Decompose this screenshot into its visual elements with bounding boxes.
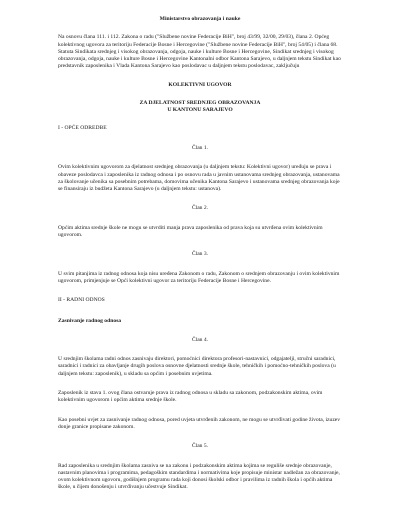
document-subtitle (58, 100, 342, 115)
article-heading-2: Član 2. (191, 205, 209, 212)
subtitle-line-1: ZA DJELATNOST SREDNJEG OBRAZOVANJA (139, 100, 261, 107)
article-heading-1: Član 1. (191, 144, 209, 151)
preamble-paragraph: Na osnovu člana 111. i 112. Zakona o radu ("Službene novine Federacije BiH", broj 43/99, 32/00, 29/03), člana 2. Općeg kolektivnog ugovora za teritoriju Federacije Bosne i Hercegovine ("Službene novine Federacije BiH", broj 54/05) i člana 68. Statuta Sindikata srednjeg i visokog obrazovanja, odgoja, nauke i kulture Bosne i Hercegovine, Sindikat srednjeg i visokog obrazovanja, odgoja, nauke i kulture Bosne i Hercegovine Kantonalni odbor Kantona Sarajevo, u daljnjem tekstu Sindikat kao predstavnik zaposlenika i Vlada Kantona Sarajevo kao poslodavac u daljnjem tekstu poslodavac, zaključuju (58, 34, 341, 70)
article-2-paragraph: Općim aktima srednje škole ne mogu se utvrditi manja prava zaposlenika od prava koja su utvrđena ovim kolektivnim ugovorom. (58, 224, 323, 239)
section-heading-employment: II - RADNI ODNOS (58, 297, 105, 304)
subtitle-line-2: U KANTONU SARAJEVO (167, 107, 233, 114)
article-4-paragraph-1: U srednjim školama radni odnos zasnivaju direktori, pomoćnici direktora profesori-nastavnici, odgajatelji, stručni saradnici, saradnici i radnici za obavljanje drugih poslova osnovne djelatnosti srednje škole, tehničkih i pomoćno-tehničkih poslova (u daljnjem tekstu: zaposlenik), u skladu sa općim i posebnim uvjetima. (58, 356, 336, 377)
article-4-paragraph-3: Kao posebni uvjet za zasnivanje radnog odnosa, pored uvjeta utvrđenih zakonom, ne mogu se utvrđivati godine života, izuzev donje granice propisane zakonom. (58, 416, 341, 430)
article-5-paragraph: Rad zaposlenika u srednjim školama zasniva se na zakonu i podzakonskim aktima kojima se reguliše srednje obrazovanje, nastavnim planovima i programima, pedagoškim standardima i normativima koje propisuje ministar nadležan za obrazovanje, ovom kolektivnom ugovoru, godišnjem programu rada koji donosi školski odbor i pravilima iz radnih škola i općih aktima škole, u čijem donošenju i utvrđivanju učestvuje Sindikat. (58, 462, 340, 491)
article-4-paragraph-2: Zaposlenik iz stava 1. ovog člana ostvaruje prava iz radnog odnosa u skladu sa zakonom, podzakonskim aktima, ovim kolektivnim ugovorom i općim aktima srednje škole. (58, 390, 323, 404)
article-heading-5: Član 5. (191, 443, 209, 450)
article-heading-4: Član 4. (191, 336, 209, 343)
subheading-employment: Zasnivanje radnog odnosa (58, 317, 122, 324)
section-heading-general: I - OPĆE ODREDBE (58, 124, 107, 131)
ministry-heading: Ministarstvo obrazovanja i nauke (159, 16, 241, 22)
article-heading-3: Član 3. (191, 251, 209, 258)
document-title: KOLEKTIVNI UGOVOR (168, 81, 232, 88)
article-1-paragraph: Ovim kolektivnim ugovorom za djelatnost srednjeg obrazovanja (u daljnjem tekstu: Kolektivni ugovor) uređuju se prava i obaveze poslodavca i zaposlenika iz radnog odnosa i po osnovu rada u javnim ustanovama srednjeg obrazovanja, ustanovama za školovanje učenika sa posebnim potrebama, domovima učenika Kantona Sarajevo i ustanovama srednjeg obrazovanja koje se finansiraju iz budžeta Kantona Sarajevo (u daljnjem tekstu: ustanova). (58, 164, 340, 193)
article-3-paragraph: U svim pitanjima iz radnog odnosa koja nisu uređena Zakonom o radu, Zakonom o srednjem obrazovanju i ovim kolektivnim ugovorom, primjenjuje se Opći kolektivni ugovor za teritoriju Federacije Bosne i Hercegovine. (58, 270, 340, 284)
